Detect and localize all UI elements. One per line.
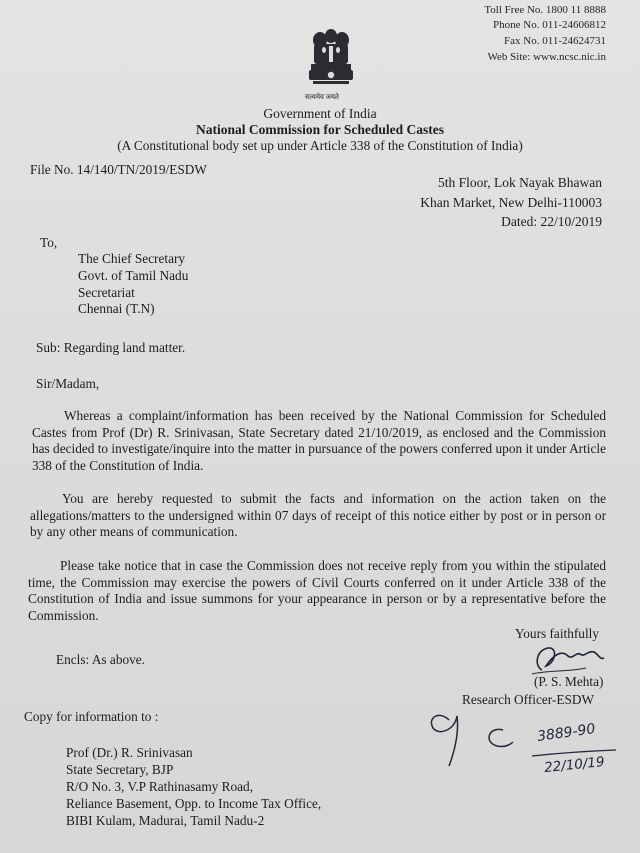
to-label: To, <box>40 235 58 250</box>
sender-address-line1: 5th Floor, Lok Nayak Bhawan <box>437 175 602 190</box>
signature <box>528 640 608 678</box>
copy-line5: BIBI Kulam, Madurai, Tamil Nadu-2 <box>66 813 265 828</box>
yours-faithfully: Yours faithfully <box>515 626 599 641</box>
emblem-motto: सत्यमेव जयते <box>305 93 339 101</box>
toll-free-number: Toll Free No. 1800 11 8888 <box>484 4 606 16</box>
handwritten-number: 3889-90 <box>536 721 597 745</box>
body-paragraph-2: You are hereby requested to submit the facts and information on the action taken on the allegations/matters to the undersigned within 07 days of receipt of this notice either by post or in person or by any other means of communication. <box>30 491 606 539</box>
sender-address-line2: Khan Market, New Delhi-110003 <box>420 195 602 210</box>
subject-line: Sub: Regarding land matter. <box>36 340 186 355</box>
website: Web Site: www.ncsc.nic.in <box>487 51 606 63</box>
copy-line2: State Secretary, BJP <box>66 762 174 777</box>
fax-number: Fax No. 011-24624731 <box>504 35 606 47</box>
signatory-name: (P. S. Mehta) <box>534 674 604 689</box>
body-paragraph-1: Whereas a complaint/information has been received by the National Commission for Scheduled Castes from Prof (Dr) R. Srinivasan, State Secretary dated 21/10/2019, as enclosed and the Commission has decided to investigate/inquire into the matter in pursuance of the powers conferred upon it under Article 338 of the Constitution of India. <box>32 408 606 473</box>
copy-heading: Copy for information to : <box>24 709 159 724</box>
copy-line1: Prof (Dr.) R. Srinivasan <box>66 745 193 760</box>
salutation: Sir/Madam, <box>36 376 100 391</box>
letter-date: Dated: 22/10/2019 <box>501 214 602 229</box>
government-title: Government of India <box>263 106 377 121</box>
phone-number: Phone No. 011-24606812 <box>493 19 606 31</box>
signatory-designation: Research Officer-ESDW <box>462 692 595 707</box>
recipient-line4: Chennai (T.N) <box>78 301 155 316</box>
copy-line3: R/O No. 3, V.P Rathinasamy Road, <box>66 779 254 794</box>
emblem-icon <box>303 22 359 94</box>
commission-title: National Commission for Scheduled Castes <box>195 122 445 137</box>
body-paragraph-3: Please take notice that in case the Commission does not receive reply from you within the stipulated time, the Commission may exercise the powers of Civil Courts conferred on it under Article 338 of the Constitution of India and issue summons for your appearance in person or by a representative before the Commission. <box>28 558 606 623</box>
enclosures: Encls: As above. <box>56 652 146 667</box>
file-number: File No. 14/140/TN/2019/ESDW <box>30 162 207 177</box>
handwritten-date: 22/10/19 <box>543 753 606 777</box>
recipient-line2: Govt. of Tamil Nadu <box>78 268 189 283</box>
handwritten-mark <box>425 702 515 770</box>
copy-line4: Reliance Basement, Opp. to Income Tax Office, <box>66 796 322 811</box>
recipient-line3: Secretariat <box>78 285 135 300</box>
commission-subtitle: (A Constitutional body set up under Article 338 of the Constitution of India) <box>117 138 523 153</box>
recipient-line1: The Chief Secretary <box>78 251 186 266</box>
